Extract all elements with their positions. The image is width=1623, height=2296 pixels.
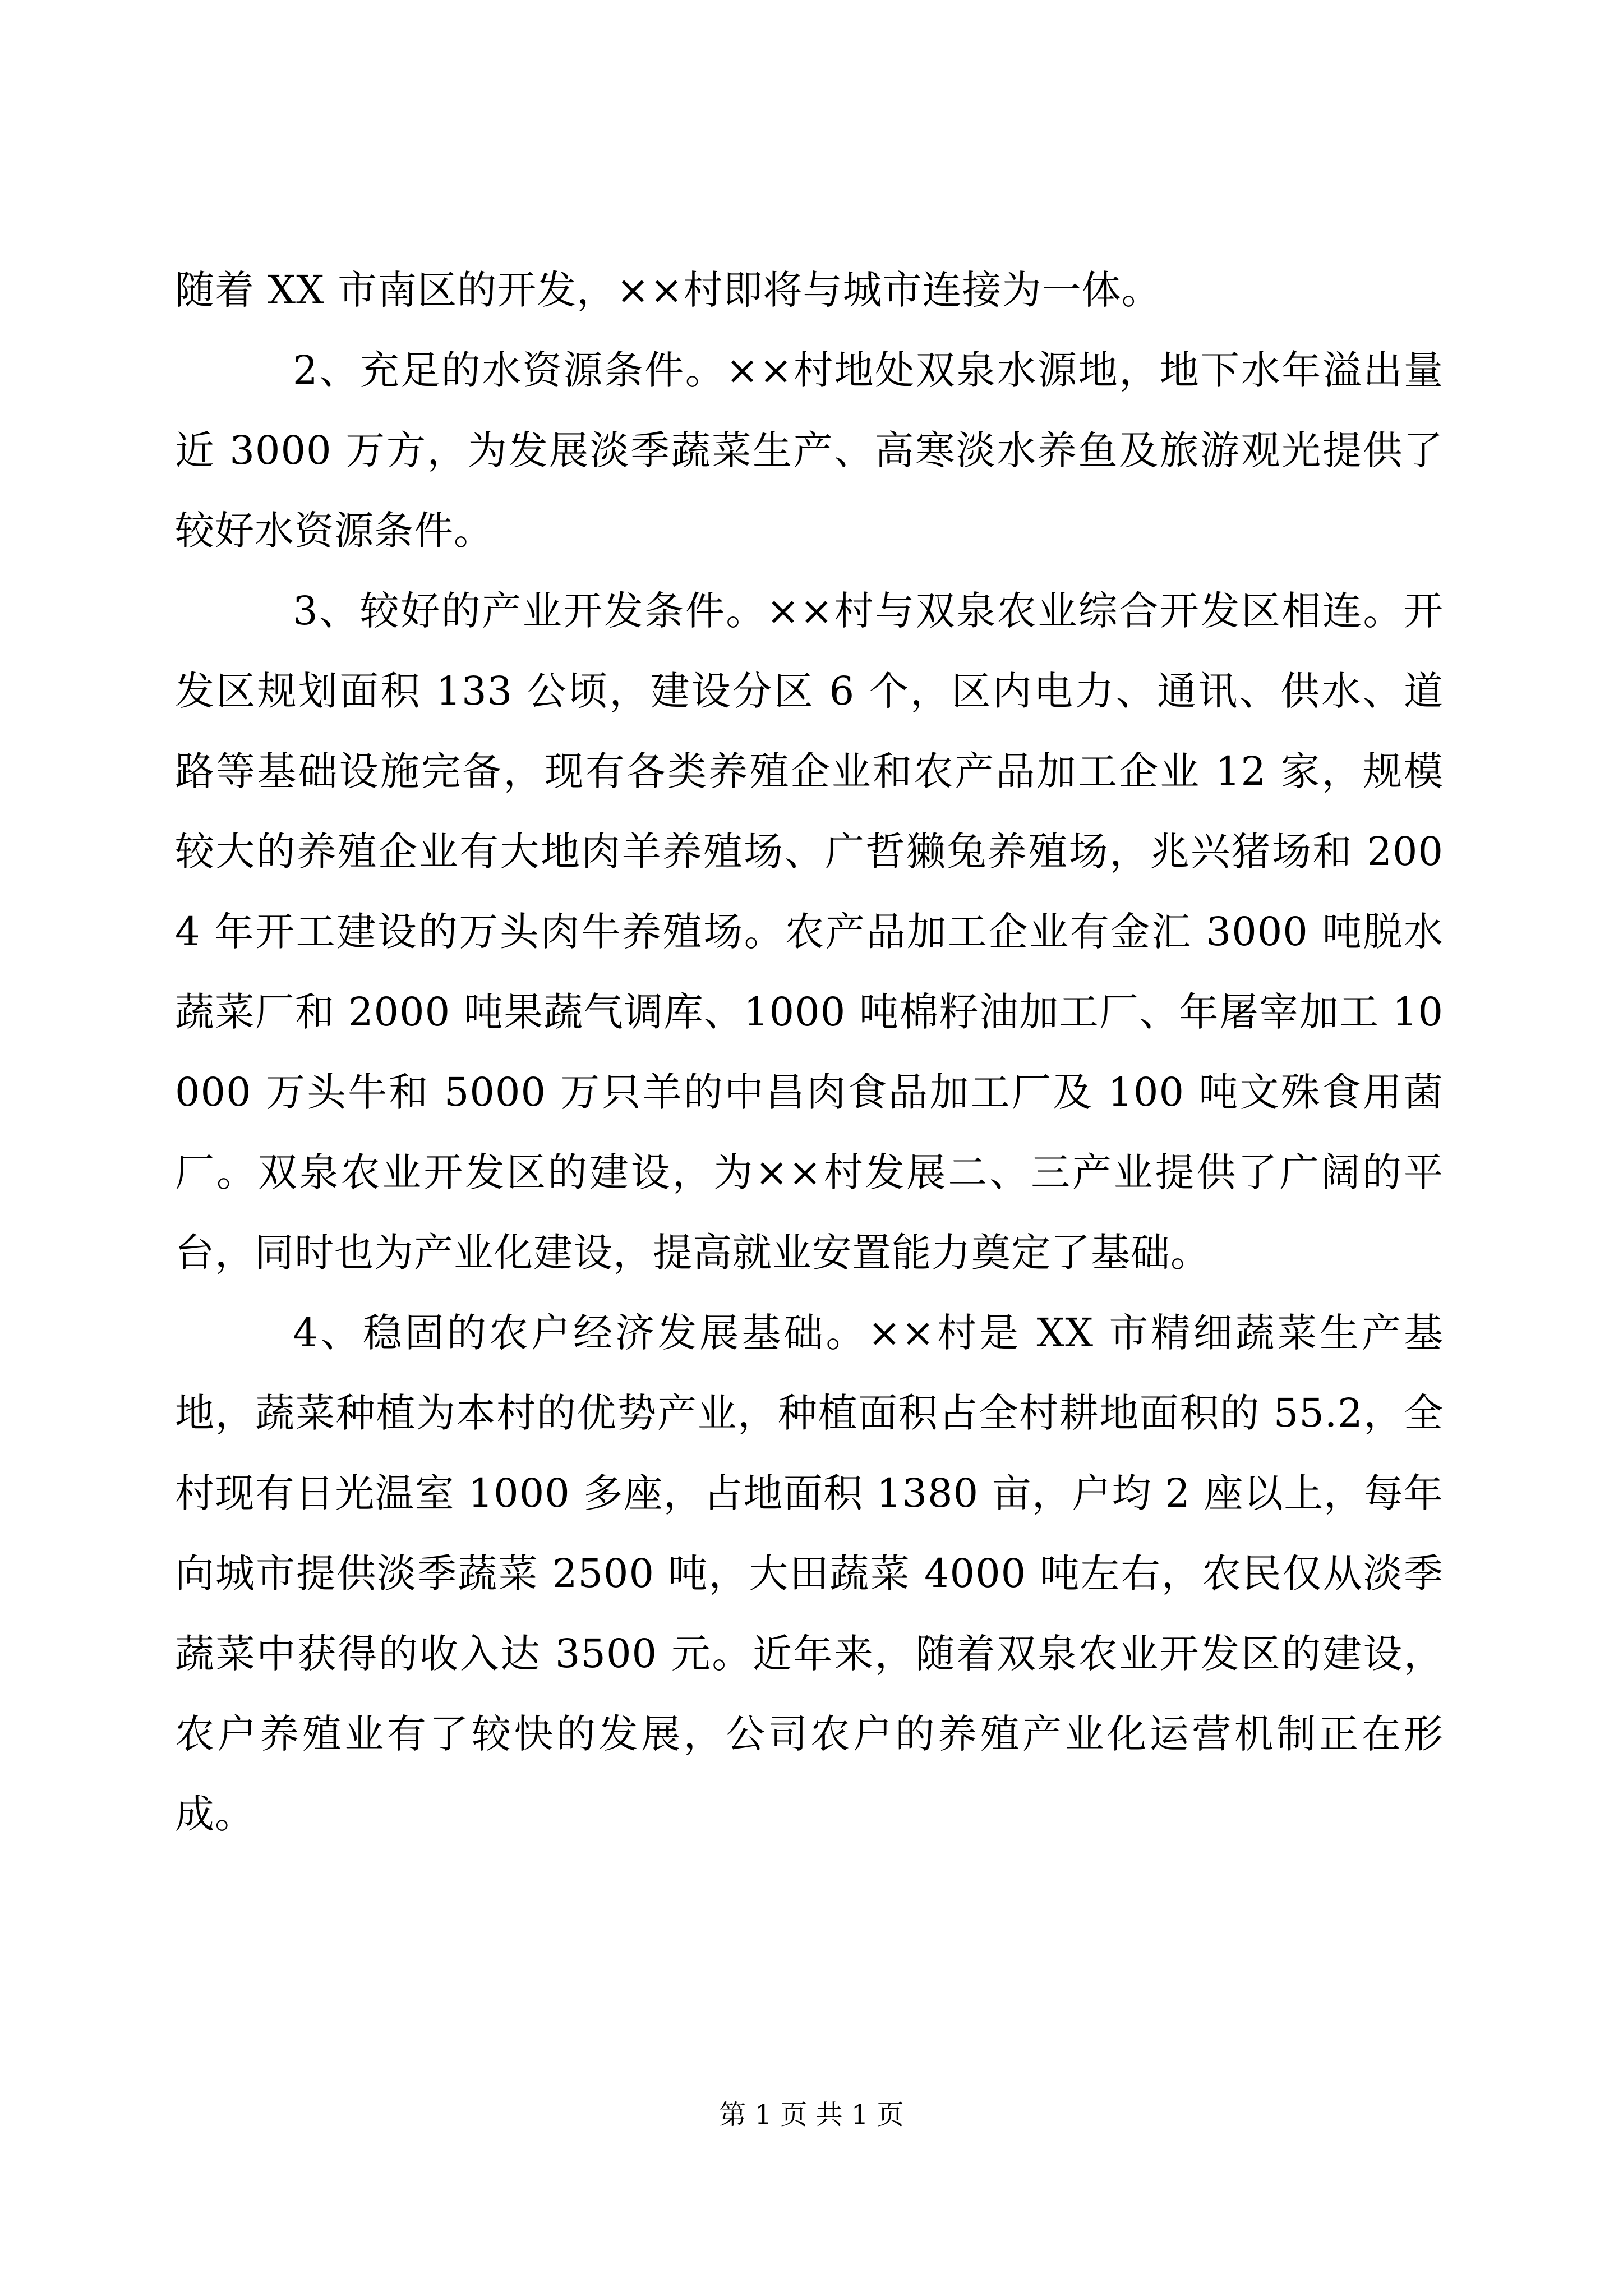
paragraph-farmer-economy: 4、稳固的农户经济发展基础。××村是 XX 市精细蔬菜生产基地，蔬菜种植为本村的优势产业，种植面积占全村耕地面积的 55.2，全村现有日光温室 1000 多座，占地面积 1380 亩，户均 2 座以上，每年向城市提供淡季蔬菜 2500 吨，大田蔬菜 4000 吨左右，农民仅从淡季蔬菜中获得的收入达 3500 元。近年来，随着双泉农业开发区的建设，农户养殖业有了较快的发展，公司农户的养殖产业化运营机制正在形成。	[175, 1310, 1444, 1837]
paragraph-continuation: 随着 XX 市南区的开发，××村即将与城市连接为一体。	[175, 267, 1161, 313]
paragraph-water-resources: 2、充足的水资源条件。××村地处双泉水源地，地下水年溢出量近 3000 万方，为发展淡季蔬菜生产、高寒淡水养鱼及旅游观光提供了较好水资源条件。	[175, 347, 1444, 554]
document-body	[175, 250, 1444, 1855]
page-footer: 第 1 页 共 1 页	[719, 2099, 904, 2131]
paragraph-industry-development: 3、较好的产业开发条件。××村与双泉农业综合开发区相连。开发区规划面积 133 公顷，建设分区 6 个，区内电力、通讯、供水、道路等基础设施完备，现有各类养殖企业和农产品加工企业 12 家，规模较大的养殖企业有大地肉羊养殖场、广哲獭兔养殖场，兆兴猪场和 2004 年开工建设的万头肉牛养殖场。农产品加工企业有金汇 3000 吨脱水蔬菜厂和 2000 吨果蔬气调库、1000 吨棉籽油加工厂、年屠宰加工 10000 万头牛和 5000 万只羊的中昌肉食品加工厂及 100 吨文殊食用菌厂。双泉农业开发区的建设，为××村发展二、三产业提供了广阔的平台，同时也为产业化建设，提高就业安置能力奠定了基础。	[175, 588, 1444, 1276]
